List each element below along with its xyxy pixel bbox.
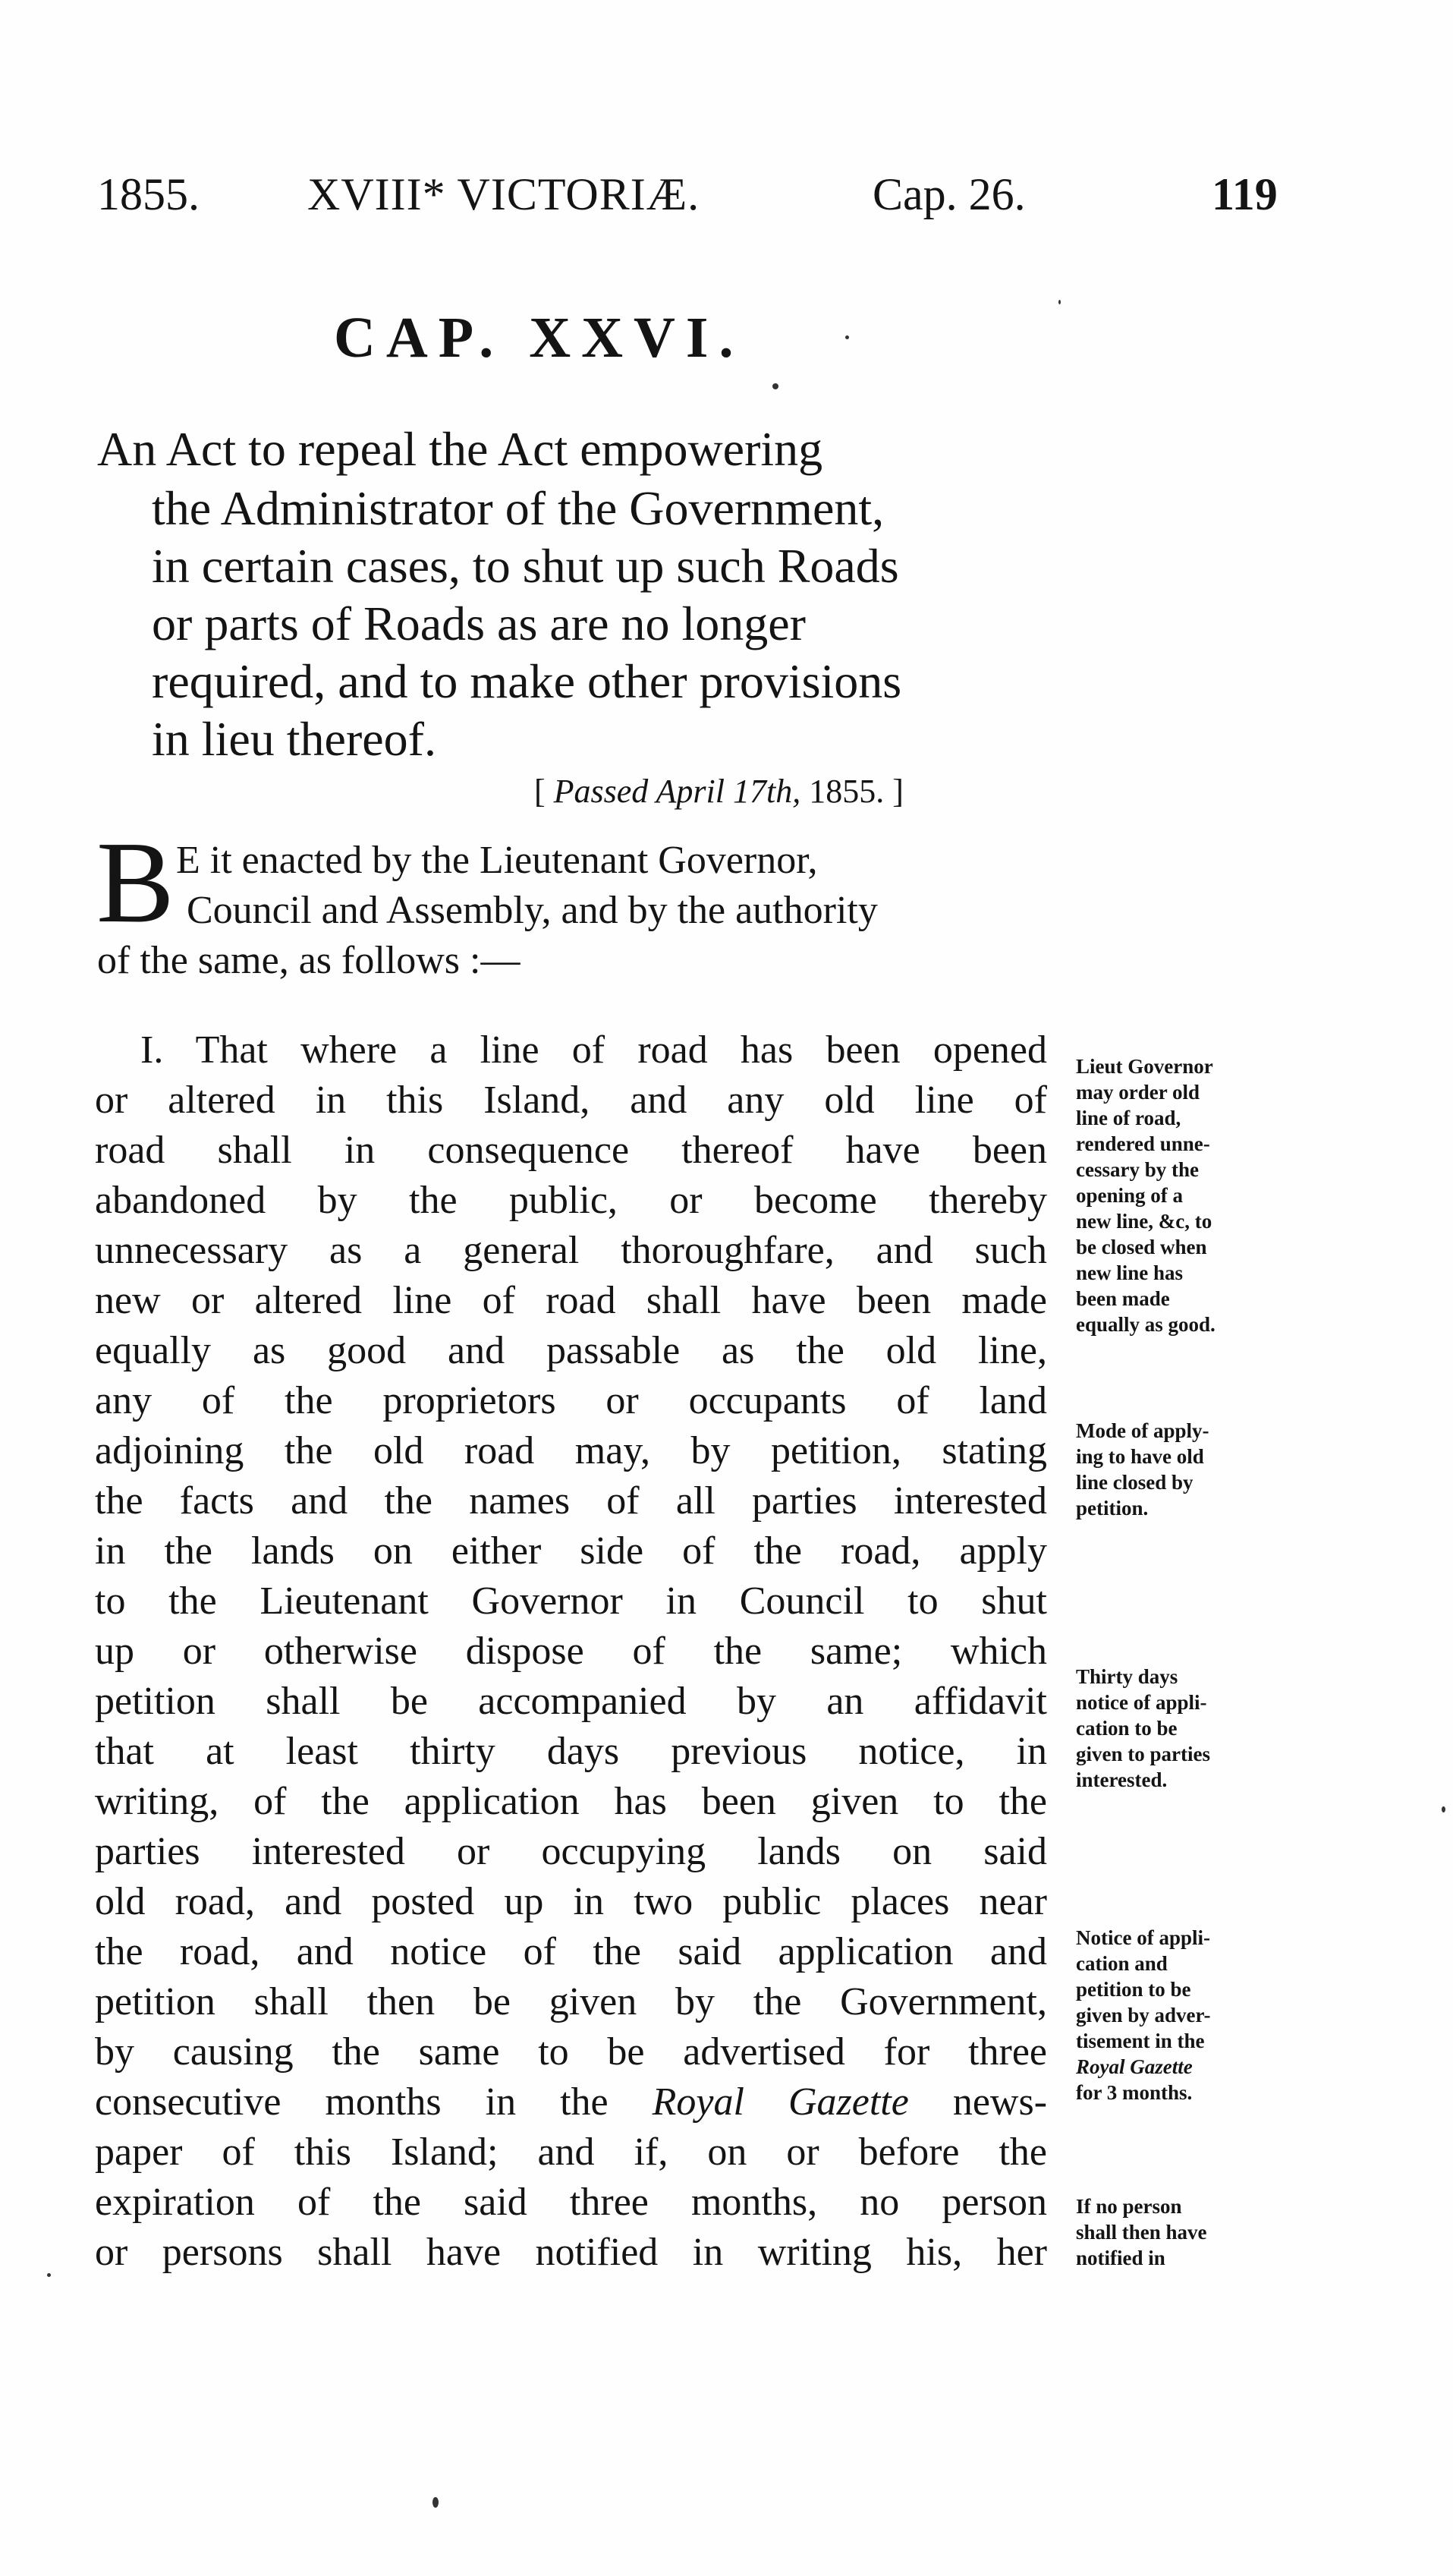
act-title-line: in lieu thereof. xyxy=(152,712,436,766)
marginal-note-line: Mode of apply- xyxy=(1076,1419,1209,1442)
body-line: by causing the same to be advertised for three xyxy=(95,2030,1047,2074)
scan-speck xyxy=(432,2497,439,2508)
marginal-note-italic: Royal Gazette xyxy=(1076,2055,1193,2078)
body-line: paper of this Island; and if, on or before the xyxy=(95,2130,1047,2174)
marginal-note-line: If no person xyxy=(1076,2195,1182,2218)
body-line: that at least thirty days previous notice, in xyxy=(95,1730,1047,1773)
marginal-note-line xyxy=(1076,2054,1211,2080)
body-line: writing, of the application has been given to the xyxy=(95,1780,1047,1823)
marginal-note-line: petition to be xyxy=(1076,1978,1191,2001)
body-line: adjoining the old road may, by petition, stating xyxy=(95,1429,1047,1472)
body-line: petition shall then be given by the Government, xyxy=(95,1980,1047,2023)
marginal-note-line: cessary by the xyxy=(1076,1158,1199,1181)
act-title-line: required, and to make other provisions xyxy=(152,654,902,708)
marginal-note-line: Notice of appli- xyxy=(1076,1926,1210,1949)
act-title-line: or parts of Roads as are no longer xyxy=(152,597,806,650)
marginal-note-line: equally as good. xyxy=(1076,1313,1216,1336)
body-line: to the Lieutenant Governor in Council to shut xyxy=(95,1579,1047,1623)
scan-speck xyxy=(845,335,849,339)
passed-date: [ Passed April 17th, 1855. ] xyxy=(534,773,904,810)
enacting-line: E it enacted by the Lieutenant Governor, xyxy=(176,839,818,882)
body-line xyxy=(95,2080,1048,2124)
marginal-note-line: line closed by xyxy=(1076,1471,1194,1494)
body-line: equally as good and passable as the old line, xyxy=(95,1329,1047,1372)
marginal-note xyxy=(1076,1664,1210,1793)
body-line: expiration of the said three months, no person xyxy=(95,2181,1047,2224)
act-title-line: in certain cases, to shut up such Roads xyxy=(152,539,899,593)
marginal-note-line: rendered unne- xyxy=(1076,1132,1210,1155)
drop-cap: B xyxy=(96,818,175,947)
body-line: new or altered line of road shall have been made xyxy=(95,1279,1047,1322)
body-line: petition shall be accompanied by an affidavit xyxy=(95,1680,1047,1723)
marginal-note-line: new line, &c, to xyxy=(1076,1210,1212,1233)
marginal-note-line: petition. xyxy=(1076,1497,1149,1519)
marginal-note-line: be closed when xyxy=(1076,1236,1207,1258)
marginal-note-line: cation and xyxy=(1076,1952,1168,1975)
marginal-note-line: opening of a xyxy=(1076,1184,1184,1207)
scan-speck xyxy=(1442,1806,1445,1812)
body-line: the road, and notice of the said application and xyxy=(95,1930,1047,1973)
body-line: road shall in consequence thereof have been xyxy=(95,1129,1047,1172)
marginal-note-line: cation to be xyxy=(1076,1717,1178,1740)
body-line: abandoned by the public, or become thereby xyxy=(95,1179,1047,1222)
marginal-note xyxy=(1076,2193,1207,2271)
marginal-note-line: new line has xyxy=(1076,1261,1184,1284)
marginal-note-line: for 3 months. xyxy=(1076,2081,1193,2104)
header-chapter: Cap. 26. xyxy=(873,169,1026,219)
marginal-note-line: notice of appli- xyxy=(1076,1691,1207,1714)
marginal-note-line: given to parties xyxy=(1076,1743,1210,1765)
page-number: 119 xyxy=(1212,169,1278,219)
act-title-line: An Act to repeal the Act empowering xyxy=(97,422,823,476)
body-line: in the lands on either side of the road, apply xyxy=(95,1529,1047,1573)
body-line: parties interested or occupying lands on said xyxy=(95,1830,1047,1873)
body-line: unnecessary as a general thoroughfare, and such xyxy=(95,1229,1047,1272)
act-title-line: the Administrator of the Government, xyxy=(152,481,885,535)
enacting-line: of the same, as follows :— xyxy=(97,939,521,982)
marginal-note-line: line of road, xyxy=(1076,1107,1181,1129)
marginal-note-line: shall then have xyxy=(1076,2221,1207,2244)
body-line: the facts and the names of all parties interested xyxy=(95,1479,1047,1523)
newspaper-name: Royal Gazette xyxy=(652,2080,909,2124)
header-year: 1855. xyxy=(97,169,200,219)
marginal-note-line: Lieut Governor xyxy=(1076,1055,1213,1078)
marginal-note-line: Thirty days xyxy=(1076,1665,1178,1688)
scan-speck xyxy=(47,2273,51,2277)
body-line: any of the proprietors or occupants of land xyxy=(95,1379,1047,1422)
scan-speck xyxy=(1058,300,1061,304)
body-line: I. That where a line of road has been opened xyxy=(140,1028,1047,1072)
scan-speck xyxy=(772,383,778,389)
marginal-note xyxy=(1076,1053,1216,1337)
marginal-note-line: been made xyxy=(1076,1287,1170,1310)
body-line: old road, and posted up in two public places near xyxy=(95,1880,1047,1923)
marginal-note-line: ing to have old xyxy=(1076,1445,1204,1468)
chapter-heading: CAP. XXVI. xyxy=(334,306,744,370)
marginal-note-line: interested. xyxy=(1076,1768,1168,1791)
marginal-note-line: may order old xyxy=(1076,1081,1200,1104)
passed-year: 1855. xyxy=(809,773,885,810)
body-line-text: news- xyxy=(952,2080,1048,2124)
marginal-note xyxy=(1076,1418,1209,1521)
marginal-note-line: given by adver- xyxy=(1076,2004,1211,2026)
enacting-line: Council and Assembly, and by the authority xyxy=(187,889,878,932)
header-title: XVIII* VICTORIÆ. xyxy=(307,169,700,219)
marginal-note xyxy=(1076,1925,1211,2105)
body-line: or altered in this Island, and any old line of xyxy=(95,1079,1047,1122)
marginal-note-line: notified in xyxy=(1076,2247,1165,2269)
body-line-text: consecutive months in the xyxy=(95,2080,609,2124)
marginal-note-line: tisement in the xyxy=(1076,2030,1205,2052)
body-line: up or otherwise dispose of the same; which xyxy=(95,1630,1047,1673)
body-line: or persons shall have notified in writing his, her xyxy=(95,2231,1047,2274)
passed-label: Passed April 17th, xyxy=(553,773,801,810)
